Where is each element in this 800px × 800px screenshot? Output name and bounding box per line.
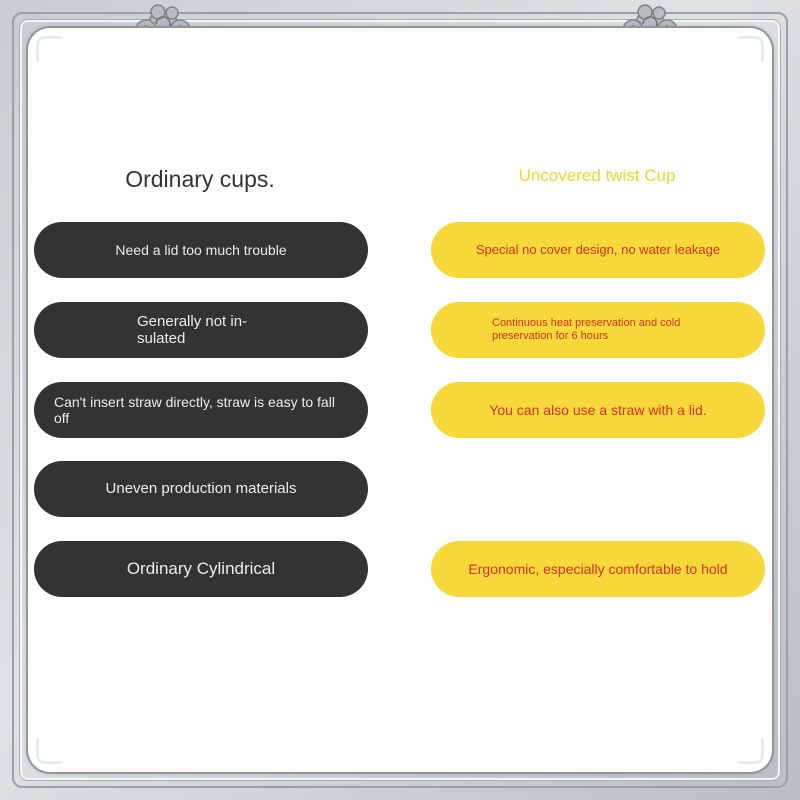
twist-cup-feature-pill bbox=[431, 222, 765, 278]
twist-cup-feature-pill bbox=[431, 382, 765, 438]
ordinary-cups-title: Ordinary cups. bbox=[125, 166, 275, 192]
ordinary-feature-pill bbox=[34, 541, 368, 597]
card-corner bbox=[36, 738, 62, 764]
twist-cup-feature-text: Continuous heat preservation and cold preservation for 6 hours bbox=[492, 317, 681, 342]
twist-cup-feature-text: Special no cover design, no water leakage bbox=[475, 241, 721, 257]
twist-cup-feature-text: You can also use a straw with a lid. bbox=[489, 401, 707, 418]
ordinary-feature-text: Need a lid too much trouble bbox=[115, 241, 287, 258]
ordinary-feature-pill bbox=[34, 461, 368, 517]
ordinary-feature-pill bbox=[34, 302, 368, 358]
ordinary-feature-pill bbox=[34, 222, 368, 278]
card-corner bbox=[36, 36, 62, 62]
twist-cup-feature-text: Ergonomic, especially comfortable to hold bbox=[468, 560, 728, 577]
ordinary-feature-text: Generally not in-sulated bbox=[137, 312, 248, 347]
twist-cup-title: Uncovered twist Cup bbox=[518, 166, 676, 185]
twist-cup-feature-pill bbox=[431, 541, 765, 597]
ordinary-feature-text: Can't insert straw directly, straw is easy to fall off bbox=[54, 393, 335, 426]
card-corner bbox=[738, 738, 764, 764]
ordinary-feature-text: Uneven production materials bbox=[105, 480, 297, 498]
ordinary-feature-pill bbox=[34, 382, 368, 438]
ordinary-feature-text: Ordinary Cylindrical bbox=[126, 559, 276, 579]
card-corner bbox=[738, 36, 764, 62]
twist-cup-feature-pill bbox=[431, 302, 765, 358]
